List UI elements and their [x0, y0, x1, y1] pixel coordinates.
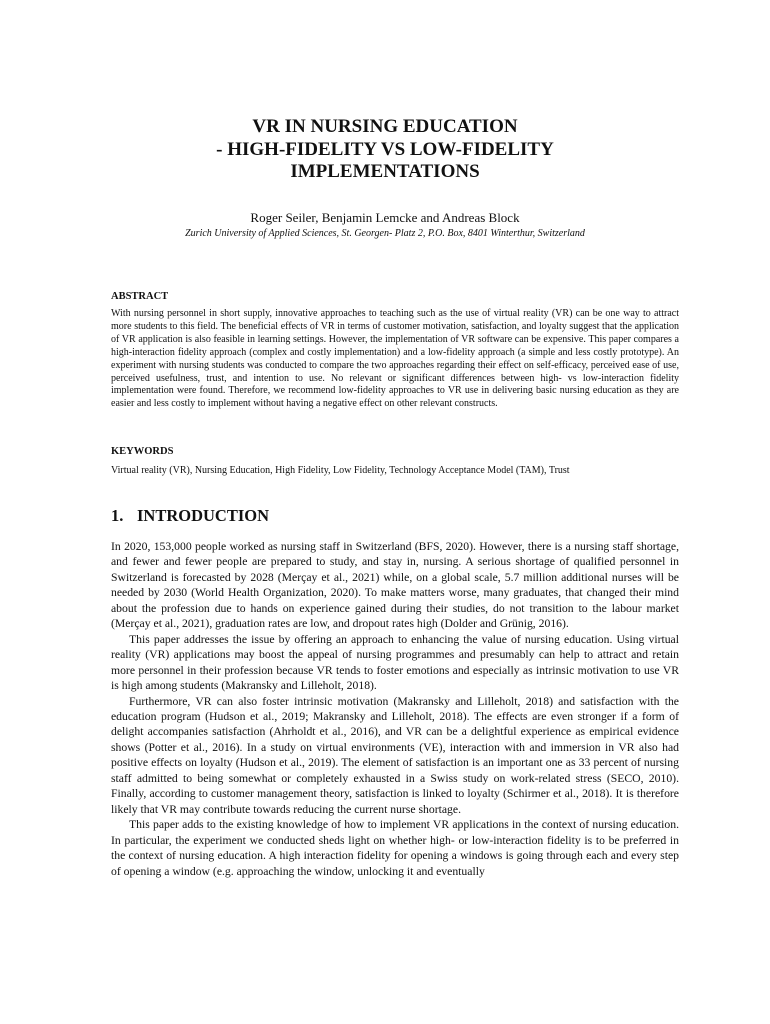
section-heading-introduction: [111, 506, 269, 526]
introduction-body: [111, 539, 679, 879]
keywords-heading: KEYWORDS: [111, 446, 174, 457]
intro-paragraph-3: Furthermore, VR can also foster intrinsic motivation (Makransky and Lilleholt, 2018) and satisfaction with the education program (Hudson et al., 2019; Makransky and Lilleholt, 2018). The effects are even stronger if a form of delight accompanies satisfaction (Ahrholdt et al., 2016), and VR can be a delightful experience as empirical evidence shows (Potter et al., 2016). In a study on virtual environments (VE), interaction with and immersion in VR also had positive effects on loyalty (Hudson et al., 2019). The element of satisfaction is an important one as 33 percent of nursing staff admitted to being somewhat or completely exhausted in a Swiss study on work-related stress (SECO, 2010). Finally, according to customer management theory, satisfaction is linked to loyalty (Schirmer et al., 2018). It is therefore likely that VR may contribute towards reducing the current nurse shortage.: [111, 694, 679, 816]
keywords-text: Virtual reality (VR), Nursing Education, High Fidelity, Low Fidelity, Technology Acceptance Model (TAM), Trust: [111, 465, 570, 476]
intro-paragraph-1: In 2020, 153,000 people worked as nursing staff in Switzerland (BFS, 2020). However, there is a nursing staff shortage, and fewer and fewer people are prepared to study, and stay in, nursing. A serious shortage of qualified personnel in Switzerland is forecasted by 2028 (Merçay et al., 2021) while, on a global scale, 5.7 million additional nurses will be needed by 2030 (World Health Organization, 2020). To make matters worse, many graduates, that changed their mind about the profession due to hands on experience gained during their studies, do not transition to the labour market (Merçay et al., 2021), graduation rates are low, and dropout rates high (Dolder and Grünig, 2016).: [111, 540, 679, 631]
intro-paragraph-2: This paper addresses the issue by offering an approach to enhancing the value of nursing education. Using virtual reality (VR) applications may boost the appeal of nursing programmes and presumably can help to attract and retain more personnel in their profession because VR tends to foster emotions and especially as intrinsic motivation to use VR is high among students (Makransky and Lilleholt, 2018).: [111, 632, 679, 693]
title-line-3: IMPLEMENTATIONS: [290, 161, 480, 182]
abstract-text: With nursing personnel in short supply, innovative approaches to teaching such as the use of virtual reality (VR) can be one way to attract more students to this field. The beneficial effects of VR in terms of customer motivation, satisfaction, and loyalty suggest that the application of VR application is also feasible in learning settings. However, the implementation of VR software can be expensive. This paper compares a high-interaction fidelity approach (complex and costly implementation) and a low-fidelity approach (a simple and less costly prototype). An experiment with nursing students was conducted to compare the two approaches regarding their effect on self-efficacy, perceived ease of use, perceived usefulness, trust, and intention to use. No relevant or significant differences between high- vs low-interaction fidelity implementation were found. Therefore, we recommend low-fidelity approaches to VR use in delivering basic nursing education as they are easier and less costly to implement without having a negative effect on other relevant constructs.: [111, 308, 679, 410]
affiliation: Zurich University of Applied Sciences, St. Georgen- Platz 2, P.O. Box, 8401 Winterthur, Switzerland: [185, 228, 585, 239]
intro-paragraph-4: This paper adds to the existing knowledge of how to implement VR applications in the context of nursing education. In particular, the experiment we conducted sheds light on whether high- or low-interaction fidelity is to be preferred in the context of nursing education. A high interaction fidelity for opening a windows is going through each and every step of opening a window (e.g. approaching the window, unlocking it and eventually: [111, 818, 679, 878]
section-title: INTRODUCTION: [137, 506, 270, 525]
abstract-heading: ABSTRACT: [111, 291, 169, 302]
author-list: Roger Seiler, Benjamin Lemcke and Andreas Block: [250, 210, 520, 225]
paper-title: [0, 116, 770, 184]
title-line-2: - HIGH-FIDELITY VS LOW-FIDELITY: [216, 138, 554, 160]
title-line-1: VR IN NURSING EDUCATION: [252, 116, 518, 137]
section-number: 1.: [111, 506, 124, 525]
